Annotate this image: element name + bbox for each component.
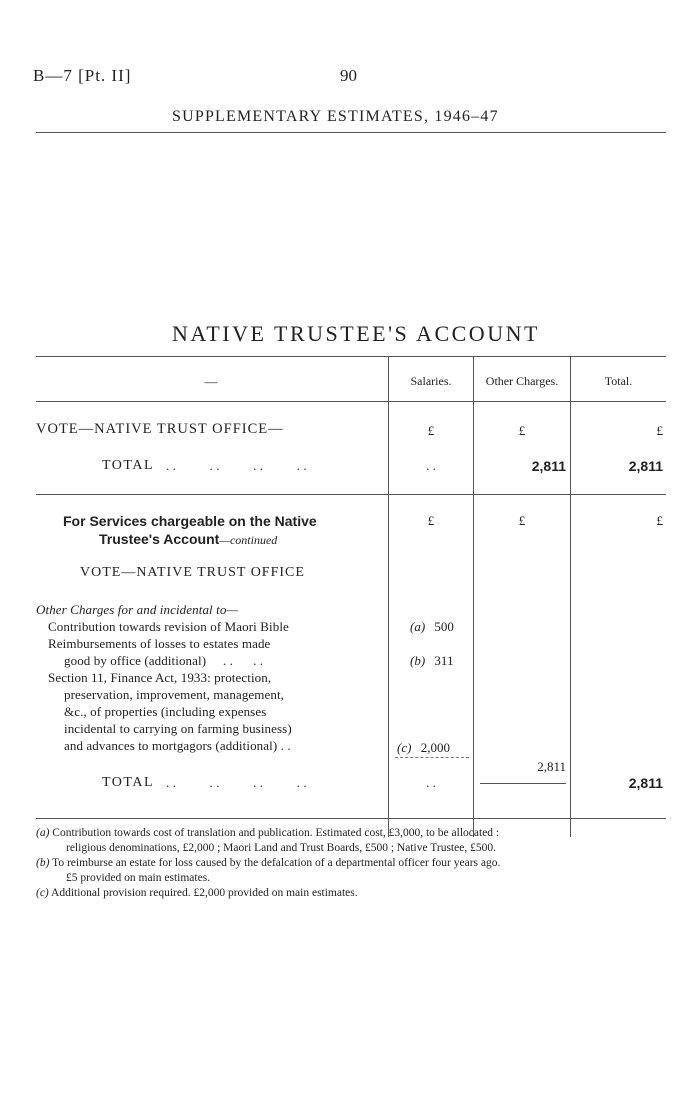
services-heading-line1: For Services chargeable on the Native: [63, 513, 317, 529]
item-a-value: 500: [434, 619, 454, 634]
table-top-rule: [36, 356, 666, 357]
summary-currency-total: £: [656, 423, 663, 438]
item-c-line4: incidental to carrying on farming business): [64, 721, 292, 736]
item-b-note: (b): [410, 653, 426, 668]
item-c-line2: preservation, improvement, management,: [64, 687, 285, 702]
summary-salaries-dots: . .: [426, 458, 436, 473]
item-c-line3: &c., of properties (including expenses: [64, 704, 267, 719]
footnote-b-mark: (b): [36, 857, 50, 869]
page-reference: B—7 [Pt. II]: [33, 66, 132, 85]
footnote-a-line1: Contribution towards cost of translation and publication. Estimated cost, £3,000, to be allocated :: [52, 827, 500, 839]
summary-currency-other: £: [518, 423, 526, 438]
item-c-value: 2,000: [420, 740, 450, 755]
col-header-total: Total.: [604, 374, 633, 388]
summary-total-label: TOTAL: [102, 458, 155, 473]
footnote-a-mark: (a): [36, 827, 50, 839]
detail-currency-other: £: [518, 513, 526, 528]
footnote-a: [36, 826, 499, 856]
item-a-amount: [410, 619, 454, 635]
page-number: 90: [340, 66, 357, 85]
detail-currency-total: £: [656, 513, 663, 528]
item-a-note: (a): [410, 619, 426, 634]
detail-total-label: TOTAL: [102, 775, 155, 790]
footnote-b-line1: To reimburse an estate for loss caused by the defalcation of a departmental officer four years ago.: [52, 857, 501, 869]
running-title: SUPPLEMENTARY ESTIMATES, 1946–47: [172, 108, 499, 125]
col-header-salaries: Salaries.: [410, 374, 452, 388]
col-header-description: —: [204, 374, 218, 389]
detail-total-leader: . . . . . . . .: [166, 775, 307, 790]
detail-currency-salaries: £: [427, 513, 435, 528]
item-a-line1: Contribution towards revision of Maori Bible: [48, 619, 289, 634]
col-header-rule: [36, 401, 666, 402]
footnote-c-mark: (c): [36, 887, 49, 899]
summary-total-leader: . . . . . . . .: [166, 458, 307, 473]
footnote-c: [36, 886, 358, 901]
item-b-line2: good by office (additional) . . . .: [64, 653, 264, 668]
item-c-note: (c): [397, 740, 412, 755]
footnote-b-line2: £5 provided on main estimates.: [66, 872, 211, 884]
footnote-c-line1: Additional provision required. £2,000 provided on main estimates.: [51, 887, 358, 899]
summary-vote-heading: VOTE—NATIVE TRUST OFFICE—: [36, 421, 284, 437]
continued-label: —continued: [219, 533, 278, 547]
other-charges-subhead: Other Charges for and incidental to—: [36, 602, 239, 617]
table-title: NATIVE TRUSTEE'S ACCOUNT: [172, 321, 540, 346]
other-charges-sum-rule: [480, 783, 566, 784]
salaries-sum-rule: [395, 757, 469, 758]
col-header-other-charges: Other Charges.: [485, 374, 559, 388]
item-b-value: 311: [434, 653, 454, 668]
item-c-amount: [397, 740, 450, 756]
services-heading-line2: Trustee's Account: [99, 531, 220, 547]
summary-other-charges-value: 2,811: [531, 458, 566, 474]
detail-salaries-dots: . .: [426, 775, 436, 790]
detail-total-value: 2,811: [628, 775, 663, 791]
summary-total-value: 2,811: [628, 458, 663, 474]
item-b-amount: [410, 653, 453, 669]
summary-rule: [36, 494, 666, 495]
footnote-b: [36, 856, 500, 886]
table-bottom-rule: [36, 818, 666, 819]
detail-vote-heading: VOTE—NATIVE TRUST OFFICE: [80, 565, 305, 580]
item-c-line5: and advances to mortgagors (additional) . .: [64, 738, 291, 753]
item-c-line1: Section 11, Finance Act, 1933: protection,: [48, 670, 272, 685]
footnote-a-line2: religious denominations, £2,000 ; Maori Land and Trust Boards, £500 ; Native Trustee, £500.: [66, 842, 496, 854]
header-rule: [36, 132, 666, 133]
item-b-line1: Reimbursements of losses to estates made: [48, 636, 271, 651]
summary-currency-salaries: £: [427, 423, 435, 438]
other-charges-subtotal: 2,811: [537, 759, 566, 774]
services-heading: [63, 512, 317, 549]
